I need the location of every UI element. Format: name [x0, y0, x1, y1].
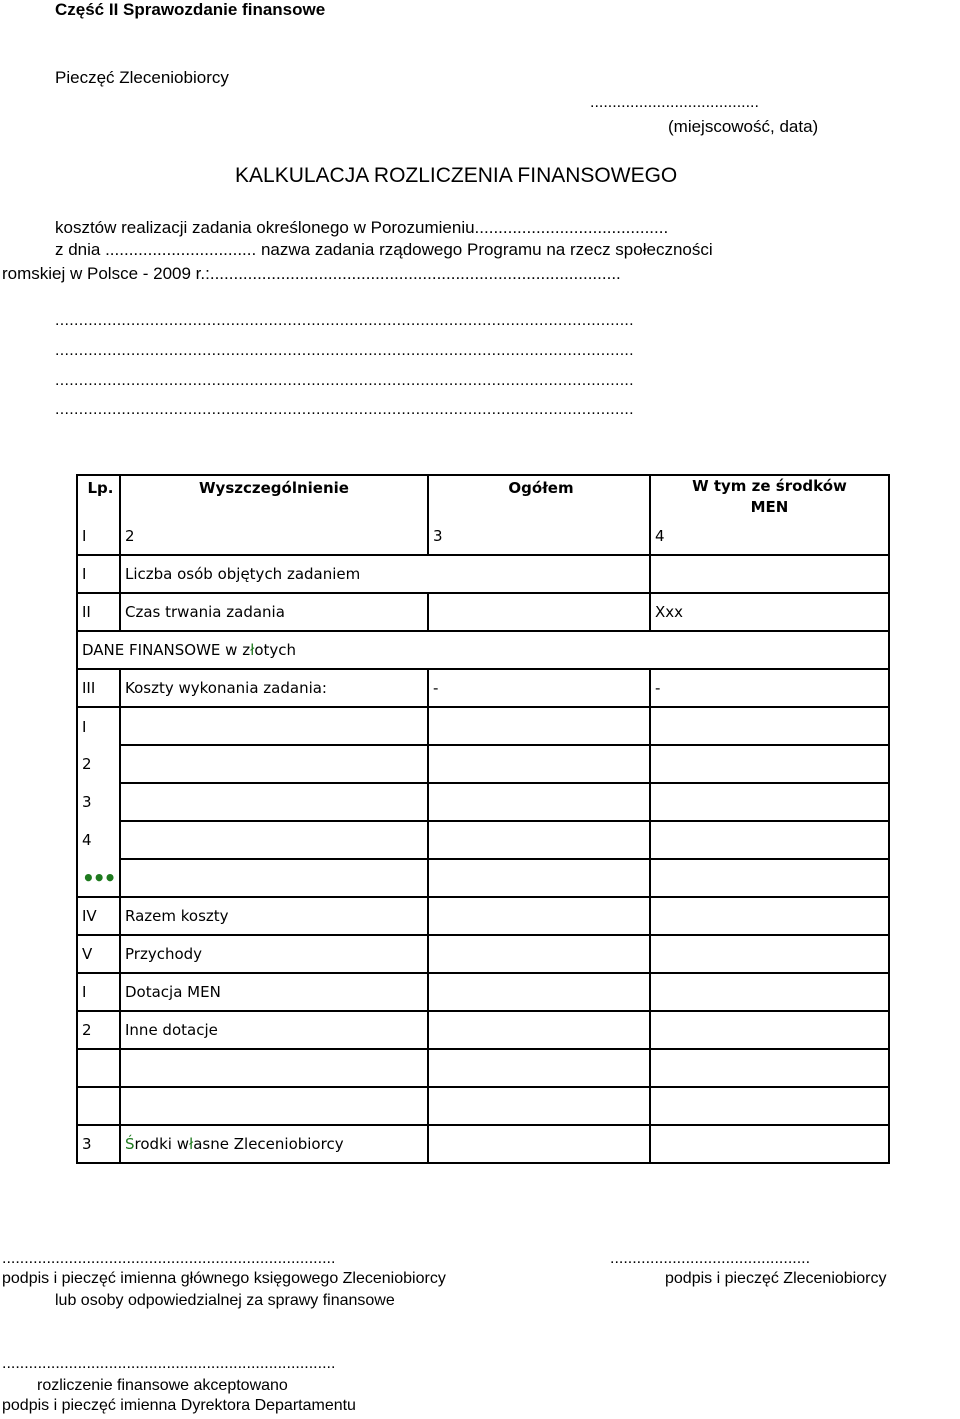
dot-line: ..........................................................................................................................	[55, 342, 634, 359]
row-lp: 2	[77, 745, 120, 783]
row-men	[650, 935, 889, 973]
table-row	[77, 783, 889, 821]
row-label	[120, 821, 428, 859]
header-description: Wyszczególnienie	[120, 475, 428, 518]
table-row	[77, 935, 889, 973]
row-lp: 4	[77, 821, 120, 859]
own-funds-label-b: asne Zleceniobiorcy	[193, 1135, 344, 1153]
row-total	[428, 859, 650, 897]
row-lp: I	[77, 707, 120, 745]
row-total	[428, 593, 650, 631]
table-row	[77, 821, 889, 859]
row-total	[428, 973, 650, 1011]
director-signature-line-2: podpis i pieczęć imienna Dyrektora Departamentu	[2, 1397, 356, 1414]
row-lp: II	[77, 593, 120, 631]
ellipsis-icon: •••	[77, 859, 120, 897]
row-men	[650, 1011, 889, 1049]
row-total	[428, 1087, 650, 1125]
header-lp: Lp.	[77, 475, 120, 518]
dot-line: ..........................................................................................................................	[55, 312, 634, 329]
row-men	[650, 745, 889, 783]
row-men	[650, 555, 889, 593]
table-row	[77, 1125, 889, 1163]
row-men	[650, 707, 889, 745]
accountant-signature-dots: ...........................................................................	[2, 1250, 336, 1267]
table-row	[77, 859, 889, 897]
row-men	[650, 821, 889, 859]
place-date-dots: ......................................	[590, 94, 759, 111]
table-row	[77, 1011, 889, 1049]
row-men	[650, 859, 889, 897]
director-signature-dots: ...........................................................................	[2, 1355, 336, 1372]
row-lp: IV	[77, 897, 120, 935]
numbering-row	[77, 518, 889, 555]
part-title: Część II Sprawozdanie finansowe	[55, 0, 326, 19]
header-men: W tym ze środków MEN	[650, 475, 889, 518]
section-label-b: otych	[254, 641, 297, 659]
own-funds-accent-2: ł	[188, 1135, 194, 1153]
intro-line-3: romskiej w Polsce - 2009 r.:.......................................................................................	[2, 264, 621, 283]
row-label	[120, 1087, 428, 1125]
table-row	[77, 669, 889, 707]
row-lp: III	[77, 669, 120, 707]
row-men	[650, 1125, 889, 1163]
table-row	[77, 555, 889, 593]
row-men	[650, 1049, 889, 1087]
row-lp: I	[77, 973, 120, 1011]
table-row	[77, 593, 889, 631]
dot-line: ..........................................................................................................................	[55, 372, 634, 389]
table-row	[77, 897, 889, 935]
section-row	[77, 631, 889, 669]
row-men: Xxx	[650, 593, 889, 631]
table-row	[77, 707, 889, 745]
row-label: Przychody	[120, 935, 428, 973]
number-cell: 2	[120, 518, 428, 555]
row-lp: 3	[77, 783, 120, 821]
row-label: Koszty wykonania zadania:	[120, 669, 428, 707]
row-total	[428, 1049, 650, 1087]
row-total	[428, 821, 650, 859]
row-label: Inne dotacje	[120, 1011, 428, 1049]
row-label: Czas trwania zadania	[120, 593, 428, 631]
director-signature-line-1: rozliczenie finansowe akceptowano	[37, 1377, 288, 1394]
number-cell: 3	[428, 518, 650, 555]
accountant-signature-line-1: podpis i pieczęć imienna głównego księgowego Zleceniobiorcy	[2, 1270, 446, 1287]
contractor-signature-label: podpis i pieczęć Zleceniobiorcy	[665, 1270, 887, 1287]
table-header-row	[77, 475, 889, 518]
row-label: Liczba osób objętych zadaniem	[120, 555, 428, 593]
financial-table	[76, 474, 890, 1164]
row-total	[428, 745, 650, 783]
place-date-label: (miejscowość, data)	[668, 117, 819, 136]
row-label	[120, 859, 428, 897]
dot-line: ..........................................................................................................................	[55, 401, 634, 418]
row-total	[428, 783, 650, 821]
section-label	[77, 631, 889, 669]
row-label	[120, 1125, 428, 1163]
contractor-signature-dots: .............................................	[610, 1250, 811, 1267]
row-lp: 2	[77, 1011, 120, 1049]
table-row	[77, 745, 889, 783]
row-label	[120, 745, 428, 783]
header-total: Ogółem	[428, 475, 650, 518]
row-men	[650, 973, 889, 1011]
row-total	[428, 1125, 650, 1163]
row-label	[120, 1049, 428, 1087]
stamp-label: Pieczęć Zleceniobiorcy	[55, 68, 229, 87]
intro-line-2: z dnia ................................ nazwa zadania rządowego Programu na rzecz społeczności	[55, 240, 713, 259]
row-label	[120, 707, 428, 745]
table-row	[77, 973, 889, 1011]
table-row	[77, 1087, 889, 1125]
number-cell: 4	[650, 518, 889, 555]
intro-line-1: kosztów realizacji zadania określonego w Porozumieniu.........................................	[55, 218, 669, 237]
own-funds-accent: Ś	[125, 1135, 135, 1153]
main-title: KALKULACJA ROZLICZENIA FINANSOWEGO	[235, 164, 678, 187]
row-lp: I	[77, 555, 120, 593]
row-lp	[77, 1049, 120, 1087]
row-label: Razem koszty	[120, 897, 428, 935]
row-total	[428, 707, 650, 745]
row-men: -	[650, 669, 889, 707]
own-funds-label-a: rodki w	[134, 1135, 189, 1153]
row-label: Dotacja MEN	[120, 973, 428, 1011]
row-total	[428, 1011, 650, 1049]
row-total: -	[428, 669, 650, 707]
row-men	[650, 897, 889, 935]
row-total	[428, 897, 650, 935]
section-label-a: DANE FINANSOWE w z	[82, 641, 251, 659]
section-label-accent: ł	[250, 641, 255, 659]
row-lp	[77, 1087, 120, 1125]
row-total	[428, 555, 650, 593]
row-lp: V	[77, 935, 120, 973]
row-total	[428, 935, 650, 973]
accountant-signature-line-2: lub osoby odpowiedzialnej za sprawy finansowe	[55, 1292, 395, 1309]
row-men	[650, 1087, 889, 1125]
number-cell: I	[77, 518, 120, 555]
row-men	[650, 783, 889, 821]
table-row	[77, 1049, 889, 1087]
row-label	[120, 783, 428, 821]
row-lp: 3	[77, 1125, 120, 1163]
